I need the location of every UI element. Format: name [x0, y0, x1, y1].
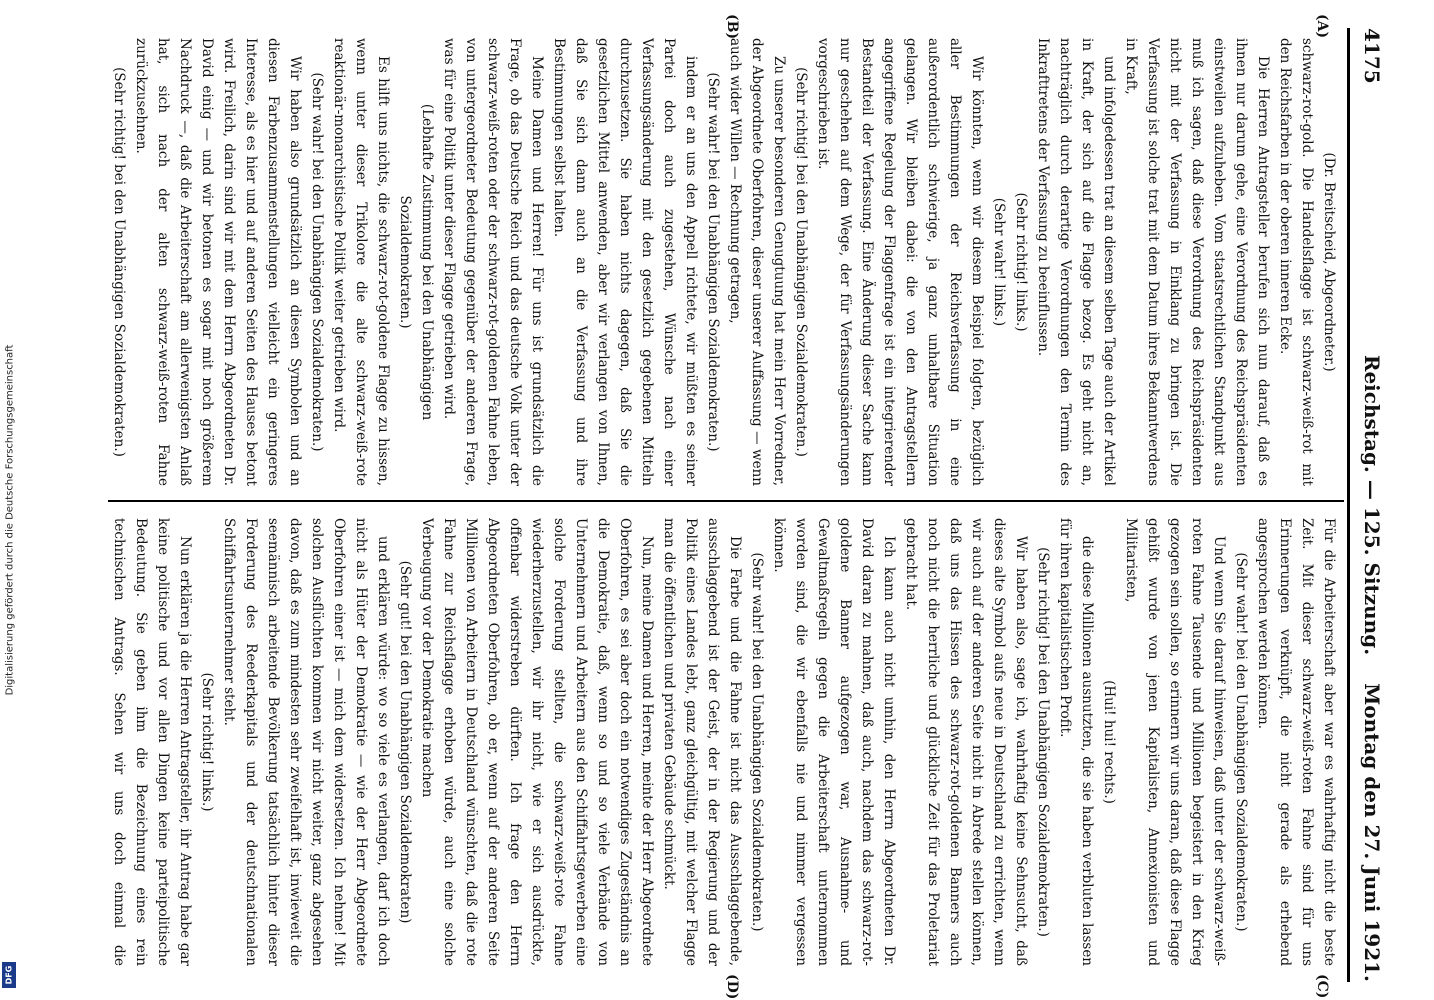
digitization-credit [0, 0, 20, 1000]
speaker-line: (Dr. Breitscheid, Abgeordneter.) [1321, 152, 1337, 372]
paragraph: Wir haben also, sage ich, wahrhaftig keine Sehnsucht, daß dieses alte Symbol aufs neue in Deutschland zu errichten, wenn wir auch auf der anderen Seite nicht in Abrede stellen können, daß uns das Hissen des schwarz-rot-goldenen Banners auch noch nicht die herrliche und glückliche Zeit für das Proletariat gebracht hat. [903, 518, 1029, 966]
paragraph: Zu unserer besonderen Genugtuung hat mein Herr Vorredner, der Abgeordnete Oberfohren, dieser unserer Auffassung — wenn auch wider Willen — Rechnung getragen, [727, 38, 787, 486]
interjection: (Sehr wahr! bei den Unabhängigen Sozialdemokraten.) [705, 72, 721, 452]
paragraph: die diese Millionen ausnutzten, die sie haben verbluten lassen für ihren kapitalistischen Profit. [1057, 518, 1095, 966]
interjection: (Sehr gut! bei den Unabhängigen Sozialdemokraten) [397, 560, 413, 924]
paragraph: und erklären würde: wo so viele es verlangen, darf ich doch nicht als Hüter der Demokratie — wie der Herr Abgeordnete Oberfohren einer ist — mich dem widersetzen. Ich nehme! Mit solchen Ausflüchten kommen wir nicht weiter, ganz abgesehen davon, daß es zum mindesten sehr zweifelhaft ist, inwieweit die seemännisch arbeitende Bevölkerung tatsächlich hinter dieser Forderung des Reederkapitals und der deutschnationalen Schiffahrtsunternehmer steht. [221, 518, 391, 966]
left-column [108, 38, 1340, 486]
paragraph: schwarz-rot-gold. Die Handelsflagge ist schwarz-weiß-rot mit den Reichsfarben in der oberen inneren Ecke. [1277, 38, 1315, 486]
interjection: (Sehr richtig! bei den Unabhängigen Sozialdemokraten.) [111, 67, 127, 457]
interjection: (Sehr richtig! links.) [199, 672, 215, 812]
paragraph: Und wenn Sie darauf hinweisen, daß unter der schwarz-weiß-roten Fahne Tausende und Millionen begeistert in den Krieg gezogen sein sollen, so erinnern wir uns daran, daß diese Flagge gehißt wurde von jenen Kapitalisten, Annexionisten und Militaristen, [1123, 518, 1227, 966]
interjection: (Sehr wahr! bei den Unabhängigen Sozialdemokraten.) [1233, 552, 1249, 932]
margin-marker-c: (C) [1314, 974, 1330, 999]
paragraph: Die Herren Antragsteller berufen sich nun darauf, daß es ihnen nur darum gehe, eine Verordnung des Reichspräsidenten einstweilen aufzuheben. Vom staatsrechtlichen Standpunkt aus muß ich sagen, daß diese Verordnung des Reichspräsidenten nicht mit der Verfassung in Einklang zu bringen ist. Die Verfassung ist solche trat mit dem Datum ihres Bekanntwerdens in Kraft, [1123, 38, 1271, 486]
margin-marker-d: (D) [724, 974, 740, 1000]
page-title: Reichstag. — 125. Sitzung. [1360, 354, 1384, 656]
right-column [108, 518, 1340, 966]
paragraph: Es hilft uns nichts, die schwarz-rot-goldene Flagge zu hissen, wenn unter dieser Trikolore die alte schwarz-weiß-rote reaktionär-monarchistische Politik weiter getrieben wird. [331, 38, 391, 486]
paragraph: Nun erklären ja die Herren Antragsteller, ihr Antrag habe gar keine politische und vor allen Dingen keine parteipolitische Bedeutung. Sie geben ihm die Bezeichnung eines rein technischen Antrags. Sehen wir uns doch einmal die [111, 518, 193, 966]
page-header [1352, 28, 1392, 982]
interjection: (Sehr wahr! bei den Unabhängigen Sozialdemokraten.) [309, 72, 325, 452]
paragraph: Wir haben also grundsätzlich an diesen Symbolen und an diesen Farbenzusammenstellungen vielleicht ein geringeres Interesse, als es hier und auf anderen Seiten des Hauses betont wird. Freilich, darin sind wir mit dem Herrn Abgeordneten Dr. David einig — und wir betonen es sogar mit noch größerem Nachdruck —, daß die Arbeiterschaft am allerwenigsten Anlaß hat, sich nach der alten schwarz-weiß-roten Fahne zurückzusehnen. [133, 38, 303, 486]
paragraph: Nun, meine Damen und Herren, meinte der Herr Abgeordnete Oberfohren, es sei aber doch ein notwendiges Zugeständnis an die Demokratie, daß, wenn so und so viele Verbände von Unternehmern und Arbeitern aus den Schiffahrtsgewerben eine solche Forderung stellten, die schwarz-weiß-rote Fahne wiederherzustellen, wir ihr nicht, wie er sich ausdrückte, offenbar widerstreben dürften. Ich frage den Herrn Abgeordneten Oberfohren, ob er, wenn auf der anderen Seite Millionen von Arbeitern in Deutschland wünschten, daß die rote Fahne zur Reichsflagge erhoben würde, auch eine solche Verbeugung vor der Demokratie machen [419, 518, 655, 966]
rotated-page [100, 8, 1400, 1000]
margin-marker-b: (B) [724, 14, 740, 40]
dfg-logo-text: DFG [4, 965, 14, 985]
page-number: 4175 [1360, 28, 1384, 84]
paragraph: und infolgedessen trat an diesem selben Tage auch der Artikel in Kraft, der sich auf die Flagge bezog. Es geht nicht an, nachträglich durch derartige Verordnungen den Termin des Inkrafttretens der Verfassung zu beeinflussen. [1035, 38, 1117, 486]
session-date: Montag den 27. Juni 1921. [1360, 683, 1384, 982]
paragraph: Ich kann auch nicht umhin, den Herrn Abgeordneten Dr. David daran zu mahnen, daß auch, nachdem das schwarz-rot-goldene Banner aufgezogen war, Ausnahme- und Gewaltmaßregeln gegen die Arbeiterschaft unternommen worden sind, die wir ebenfalls nie und nimmer vergessen können. [771, 518, 897, 966]
paragraph: indem er an uns den Appell richtete, wir müßten es seiner Partei doch auch zugestehen, Wünsche nach einer Verfassungsänderung mit den gesetzlich gegebenen Mitteln durchzusetzen. Sie haben nichts dagegen, daß Sie die gesetzlichen Mittel anwenden, aber wir verlangen von Ihnen, daß Sie sich dann auch an die Verfassung und ihre Bestimmungen selbst halten. [551, 38, 699, 486]
interjection: (Sehr wahr! links.) [991, 197, 1007, 327]
paragraph: Die Farbe und die Fahne ist nicht das Ausschlaggebende, ausschlaggebend ist der Geist, der in der Regierung und der Politik eines Landes lebt, ganz gleichgültig, mit welcher Flagge man die öffentlichen und privaten Gebäude schmückt. [661, 518, 743, 966]
interjection: (Lebhafte Zustimmung bei den Unabhängigen Sozialdemokraten.) [397, 103, 435, 421]
interjection: (Sehr richtig! bei den Unabhängigen Sozialdemokraten.) [793, 67, 809, 457]
paragraph: Für die Arbeiterschaft aber war es wahrhaftig nicht die beste Zeit. Mit dieser schwarz-weiß-roten Fahne sind für uns Erinnerungen verknüpft, die nicht gerade als erhebend angesprochen werden können. [1255, 518, 1337, 966]
interjection: (Sehr richtig! bei den Unabhängigen Sozialdemokraten.) [1035, 547, 1051, 937]
interjection: (Hui! hui! rechts.) [1101, 680, 1117, 804]
dfg-logo [2, 962, 16, 988]
margin-marker-a: (A) [1314, 14, 1330, 39]
credit-text: Digitalisierung gefördert durch die Deutsche Forschungsgemeinschaft [4, 344, 16, 696]
column-divider [108, 500, 1344, 502]
paragraph: Meine Damen und Herren! Für uns ist grundsätzlich die Frage, ob das Deutsche Reich und das deutsche Volk unter der schwarz-weiß-roten oder der schwarz-rot-goldenen Fahne leben, von untergeordneter Bedeutung gegenüber der anderen Frage, was für eine Politik unter dieser Flagge getrieben wird. [441, 38, 545, 486]
interjection: (Sehr richtig! links.) [1013, 192, 1029, 332]
paragraph: Wir könnten, wenn wir diesem Beispiel folgten, bezüglich aller Bestimmungen der Reichsverfassung in eine außerordentlich schwierige, ja ganz unhaltbare Situation gelangen. Wir bleiben dabei: die von den Antragstellern angegriffene Regelung der Flaggenfrage ist ein integrierender Bestandteil der Verfassung. Eine Änderung dieser Sache kann nur geschehen auf dem Wege, der für Verfassungsänderungen vorgeschrieben ist. [815, 38, 985, 486]
header-rule [1347, 28, 1350, 982]
interjection: (Sehr wahr! bei den Unabhängigen Sozialdemokraten.) [749, 552, 765, 932]
